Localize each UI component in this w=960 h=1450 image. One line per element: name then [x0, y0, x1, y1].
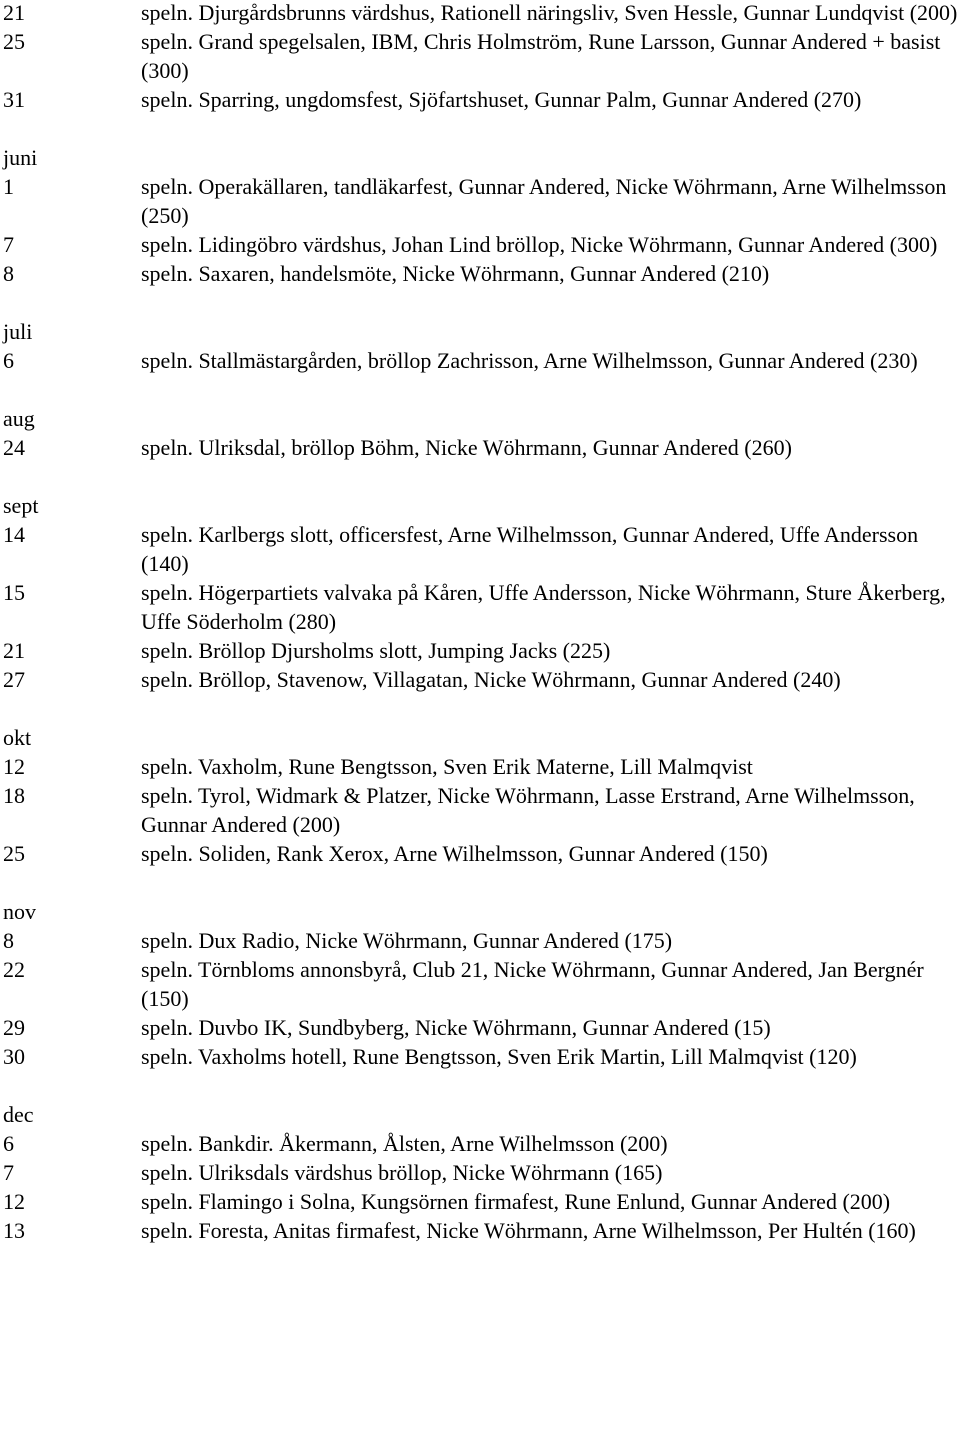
- gig-entry: [0, 1013, 960, 1042]
- entry-day: 31: [3, 87, 25, 112]
- month-section: [0, 114, 960, 288]
- entry-day: 8: [3, 261, 14, 286]
- month-heading: nov: [3, 899, 36, 924]
- entry-description: speln. Saxaren, handelsmöte, Nicke Wöhrmann, Gunnar Andered (210): [141, 261, 770, 286]
- entry-description: speln. Ulriksdals värdshus bröllop, Nicke Wöhrmann (165): [141, 1160, 663, 1185]
- entry-day: 15: [3, 580, 25, 605]
- entry-day: 14: [3, 522, 25, 547]
- entry-description: speln. Foresta, Anitas firmafest, Nicke Wöhrmann, Arne Wilhelmsson, Per Hultén (160): [141, 1218, 916, 1243]
- month-heading: aug: [3, 406, 35, 431]
- entry-day: 6: [3, 1131, 14, 1156]
- gig-entry: [0, 926, 960, 955]
- entry-day: 25: [3, 841, 25, 866]
- entry-day: 8: [3, 928, 14, 953]
- gig-entry: [0, 752, 960, 781]
- gig-entry: [0, 781, 960, 839]
- entry-description: speln. Bankdir. Åkermann, Ålsten, Arne Wilhelmsson (200): [141, 1131, 668, 1156]
- month-section: [0, 694, 960, 868]
- section-spacer: [0, 114, 960, 143]
- month-heading: dec: [3, 1102, 34, 1127]
- month-section: [0, 462, 960, 694]
- section-spacer: [0, 375, 960, 404]
- section-spacer: [0, 288, 960, 317]
- entry-description: speln. Bröllop, Stavenow, Villagatan, Nicke Wöhrmann, Gunnar Andered (240): [141, 667, 841, 692]
- section-spacer: [0, 694, 960, 723]
- month-heading: juni: [3, 145, 38, 170]
- section-spacer: [0, 1071, 960, 1100]
- entry-description: speln. Sparring, ungdomsfest, Sjöfartshuset, Gunnar Palm, Gunnar Andered (270): [141, 87, 862, 112]
- gig-entry: [0, 955, 960, 1013]
- entry-description: speln. Ulriksdal, bröllop Böhm, Nicke Wöhrmann, Gunnar Andered (260): [141, 435, 792, 460]
- entry-description: speln. Vaxholms hotell, Rune Bengtsson, Sven Erik Martin, Lill Malmqvist (120): [141, 1044, 857, 1069]
- month-section: [0, 288, 960, 375]
- gig-entry: [0, 1187, 960, 1216]
- entry-description: speln. Högerpartiets valvaka på Kåren, Uffe Andersson, Nicke Wöhrmann, Sture Åkerberg, Uffe Söderholm (280): [141, 580, 946, 634]
- gig-entry: [0, 1158, 960, 1187]
- gig-entry: [0, 259, 960, 288]
- month-heading: okt: [3, 725, 32, 750]
- month-heading: juli: [3, 319, 33, 344]
- entry-description: speln. Tyrol, Widmark & Platzer, Nicke Wöhrmann, Lasse Erstrand, Arne Wilhelmsson, Gunnar Andered (200): [141, 783, 915, 837]
- gig-entry: [0, 578, 960, 636]
- gig-entry: [0, 0, 960, 27]
- gig-entry: [0, 839, 960, 868]
- section-spacer: [0, 462, 960, 491]
- entry-description: speln. Grand spegelsalen, IBM, Chris Holmström, Rune Larsson, Gunnar Andered + basist (300): [141, 29, 941, 83]
- entry-day: 7: [3, 1160, 14, 1185]
- gig-entry: [0, 27, 960, 85]
- entry-day: 25: [3, 29, 25, 54]
- entry-day: 29: [3, 1015, 25, 1040]
- gig-entry: [0, 636, 960, 665]
- entry-day: 6: [3, 348, 14, 373]
- entry-day: 7: [3, 232, 14, 257]
- entry-description: speln. Duvbo IK, Sundbyberg, Nicke Wöhrmann, Gunnar Andered (15): [141, 1015, 771, 1040]
- gig-entry: [0, 346, 960, 375]
- entry-day: 24: [3, 435, 25, 460]
- entry-day: 12: [3, 754, 25, 779]
- entry-description: speln. Stallmästargården, bröllop Zachrisson, Arne Wilhelmsson, Gunnar Andered (230): [141, 348, 918, 373]
- gig-entry: [0, 85, 960, 114]
- gig-entry: [0, 1042, 960, 1071]
- entry-description: speln. Bröllop Djursholms slott, Jumping Jacks (225): [141, 638, 611, 663]
- gig-entry: [0, 433, 960, 462]
- entry-description: speln. Djurgårdsbrunns värdshus, Rationell näringsliv, Sven Hessle, Gunnar Lundqvist (200): [141, 0, 958, 25]
- month-section: [0, 1071, 960, 1245]
- entry-day: 22: [3, 957, 25, 982]
- entry-day: 21: [3, 0, 25, 25]
- entry-day: 18: [3, 783, 25, 808]
- entry-description: speln. Soliden, Rank Xerox, Arne Wilhelmsson, Gunnar Andered (150): [141, 841, 768, 866]
- entry-description: speln. Dux Radio, Nicke Wöhrmann, Gunnar Andered (175): [141, 928, 673, 953]
- entry-day: 27: [3, 667, 25, 692]
- gig-entry: [0, 1129, 960, 1158]
- month-heading: sept: [3, 493, 39, 518]
- entry-day: 1: [3, 174, 14, 199]
- entry-day: 21: [3, 638, 25, 663]
- entry-description: speln. Törnbloms annonsbyrå, Club 21, Nicke Wöhrmann, Gunnar Andered, Jan Bergnér (150): [141, 957, 924, 1011]
- entry-description: speln. Karlbergs slott, officersfest, Arne Wilhelmsson, Gunnar Andered, Uffe Andersson (140): [141, 522, 919, 576]
- gig-entry: [0, 230, 960, 259]
- gig-entry: [0, 1216, 960, 1245]
- gig-entry: [0, 520, 960, 578]
- gig-entry: [0, 665, 960, 694]
- entry-description: speln. Vaxholm, Rune Bengtsson, Sven Erik Materne, Lill Malmqvist: [141, 754, 753, 779]
- entry-day: 13: [3, 1218, 25, 1243]
- entry-description: speln. Lidingöbro värdshus, Johan Lind bröllop, Nicke Wöhrmann, Gunnar Andered (300): [141, 232, 938, 257]
- gig-entry: [0, 172, 960, 230]
- month-section: [0, 375, 960, 462]
- entry-description: speln. Operakällaren, tandläkarfest, Gunnar Andered, Nicke Wöhrmann, Arne Wilhelmsson (250): [141, 174, 947, 228]
- section-spacer: [0, 868, 960, 897]
- month-section: [0, 868, 960, 1071]
- entry-day: 30: [3, 1044, 25, 1069]
- month-section: [0, 0, 960, 114]
- entry-day: 12: [3, 1189, 25, 1214]
- entry-description: speln. Flamingo i Solna, Kungsörnen firmafest, Rune Enlund, Gunnar Andered (200): [141, 1189, 891, 1214]
